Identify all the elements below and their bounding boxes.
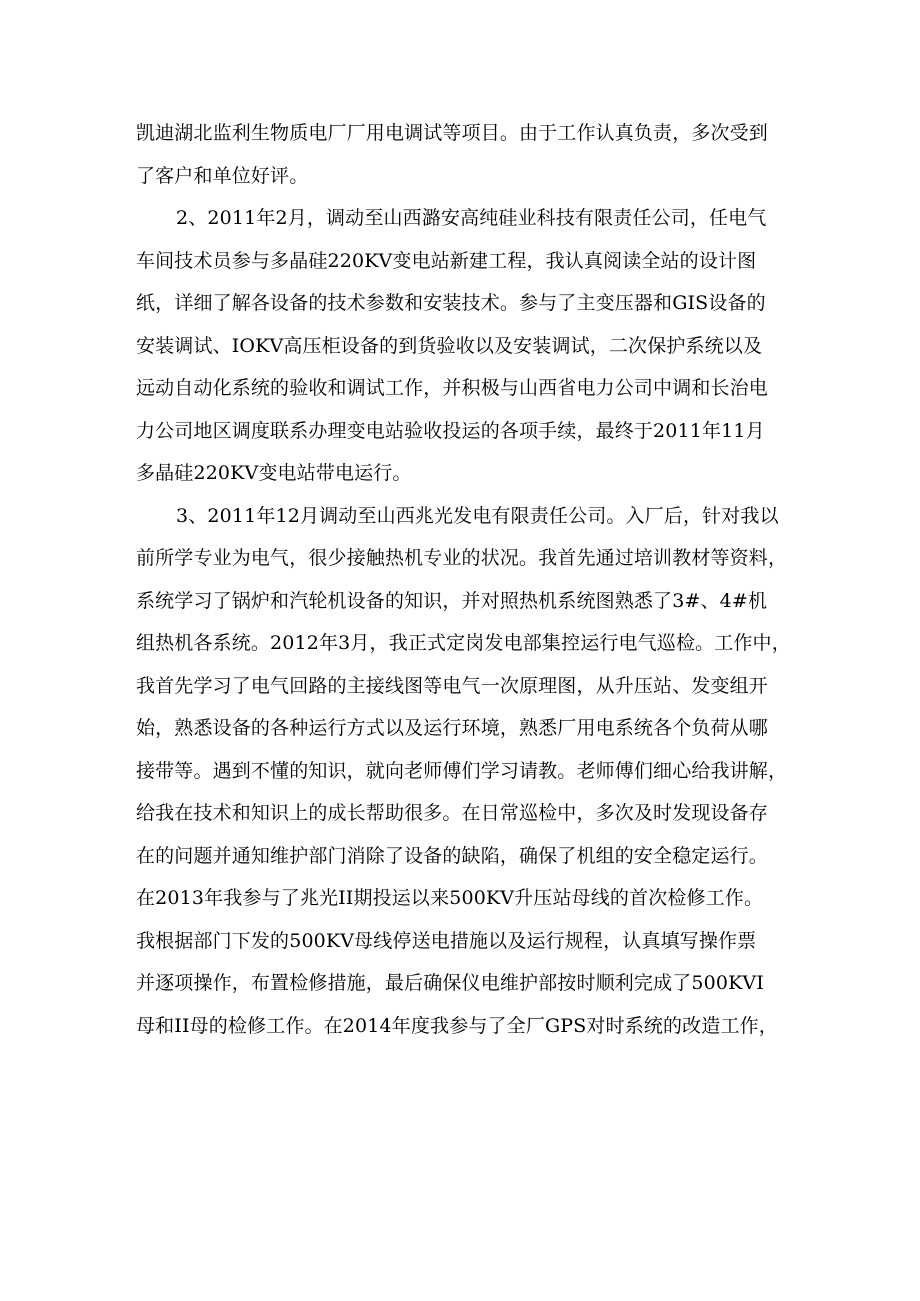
text-line: 了客户和单位好评。 bbox=[136, 164, 309, 187]
text-line: 力公司地区调度联系办理变电站验收投运的各项手续，最终于2011年11月 bbox=[136, 419, 765, 442]
document-body bbox=[136, 112, 802, 1047]
text-line: 在的问题并通知维护部门消除了设备的缺陷，确保了机组的安全稳定运行。 bbox=[136, 844, 768, 867]
text-line: 车间技术员参与多晶硅220KV变电站新建工程，我认真阅读全站的设计图 bbox=[136, 249, 757, 272]
text-line: 给我在技术和知识上的成长帮助很多。在日常巡检中，多次及时发现设备存 bbox=[136, 802, 768, 824]
text-line: 我首先学习了电气回路的主接线图等电气一次原理图，从升压站、发变组开 bbox=[136, 674, 768, 697]
text-line: 安装调试、IOKV高压柜设备的到货验收以及安装调试，二次保护系统以及 bbox=[136, 334, 763, 357]
paragraph-start-line: 2、2011年2月，调动至山西潞安高纯硅业科技有限责任公司，任电气 bbox=[176, 207, 767, 229]
text-line: 母和II母的检修工作。在2014年度我参与了全厂GPS对时系统的改造工作， bbox=[136, 1014, 778, 1037]
text-line: 接带等。遇到不懂的知识，就向老师傅们学习请教。老师傅们细心给我讲解， bbox=[136, 759, 788, 782]
text-line: 远动自动化系统的验收和调试工作，并积极与山西省电力公司中调和长治电 bbox=[136, 377, 768, 399]
text-line: 组热机各系统。2012年3月，我正式定岗发电部集控运行电气巡检。工作中， bbox=[136, 632, 791, 654]
text-line: 我根据部门下发的500KV母线停送电措施以及运行规程，认真填写操作票 bbox=[136, 929, 757, 952]
text-line: 凯迪湖北监利生物质电厂厂用电调试等项目。由于工作认真负责，多次受到 bbox=[136, 122, 768, 144]
text-line: 系统学习了锅炉和汽轮机设备的知识，并对照热机系统图熟悉了3#、4#机 bbox=[136, 589, 768, 612]
paragraph-start-line: 3、2011年12月调动至山西兆光发电有限责任公司。入厂后，针对我以 bbox=[176, 504, 779, 527]
text-line: 前所学专业为电气，很少接触热机专业的状况。我首先通过培训教材等资料， bbox=[136, 547, 788, 569]
text-line: 纸，详细了解各设备的技术参数和安装技术。参与了主变压器和GIS设备的 bbox=[136, 292, 766, 314]
text-line: 并逐项操作，布置检修措施，最后确保仪电维护部按时顺利完成了500KVI bbox=[136, 972, 764, 994]
text-line: 始，熟悉设备的各种运行方式以及运行环境，熟悉厂用电系统各个负荷从哪 bbox=[136, 717, 768, 739]
text-line: 多晶硅220KV变电站带电运行。 bbox=[136, 462, 412, 484]
text-line: 在2013年我参与了兆光II期投运以来500KV升压站母线的首次检修工作。 bbox=[136, 887, 764, 909]
